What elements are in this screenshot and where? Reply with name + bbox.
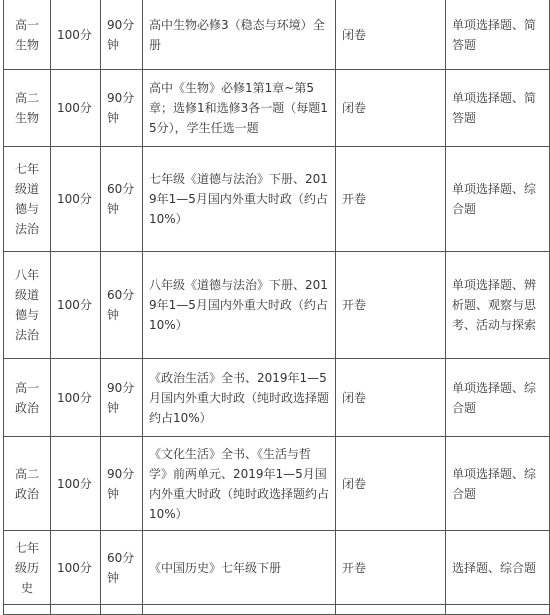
table-row — [4, 70, 550, 147]
exam-mode-cell: 闭卷 — [336, 70, 446, 147]
question-types-cell: 单项选择题、综合题 — [446, 147, 550, 252]
time-cell: 60分钟 — [101, 531, 143, 605]
score-cell: 100分 — [51, 252, 101, 359]
exam-schedule-table — [3, 0, 550, 615]
subject-cell: 七年级历史 — [4, 531, 51, 605]
scope-cell: 《中国历史》七年级下册 — [143, 531, 336, 605]
scope-cell: 《政治生活》全书、2019年1—5月国内外重大时政（纯时政选择题约占10%） — [143, 359, 336, 437]
subject-cell: 高一生物 — [4, 0, 51, 70]
time-cell: 90分钟 — [101, 437, 143, 531]
scope-cell: 高中《生物》必修1第1章~第5章；选修1和选修3各一题（每题15分），学生任选一题 — [143, 70, 336, 147]
time-cell: 90分钟 — [101, 70, 143, 147]
exam-mode-cell: 开卷 — [336, 252, 446, 359]
scope-cell: 高中生物必修3（稳态与环境）全册 — [143, 0, 336, 70]
question-types-cell: 选择题、综合题 — [446, 531, 550, 605]
scope-cell: 八年级《道德与法治》下册、2019年1—5月国内外重大时政（约占10%） — [143, 252, 336, 359]
question-types-cell: 单项选择题、简答题 — [446, 0, 550, 70]
score-cell: 100分 — [51, 359, 101, 437]
table-row — [4, 605, 550, 615]
question-types-cell: 单项选择题、辨析题、观察与思考、活动与探索 — [446, 252, 550, 359]
question-types-cell: 单项选择题、综合题 — [446, 359, 550, 437]
exam-mode-cell: 闭卷 — [336, 359, 446, 437]
subject-cell: 八年级道德与法治 — [4, 252, 51, 359]
empty-cell — [446, 605, 550, 615]
score-cell: 100分 — [51, 70, 101, 147]
subject-cell: 高二政治 — [4, 437, 51, 531]
score-cell: 100分 — [51, 0, 101, 70]
table-row — [4, 0, 550, 70]
empty-cell — [4, 605, 51, 615]
scope-cell: 《文化生活》全书、《生活与哲学》前两单元、2019年1—5月国内外重大时政（纯时政选择题约占10%） — [143, 437, 336, 531]
question-types-cell: 单项选择题、简答题 — [446, 70, 550, 147]
table-row — [4, 147, 550, 252]
exam-mode-cell: 闭卷 — [336, 0, 446, 70]
table-body — [4, 0, 550, 615]
exam-mode-cell: 开卷 — [336, 147, 446, 252]
subject-cell: 高二生物 — [4, 70, 51, 147]
subject-cell: 七年级道德与法治 — [4, 147, 51, 252]
time-cell: 90分钟 — [101, 0, 143, 70]
score-cell: 100分 — [51, 531, 101, 605]
empty-cell — [51, 605, 101, 615]
empty-cell — [143, 605, 336, 615]
table-row — [4, 359, 550, 437]
table-row — [4, 531, 550, 605]
time-cell: 60分钟 — [101, 147, 143, 252]
scope-cell: 七年级《道德与法治》下册、2019年1—5月国内外重大时政（约占10%） — [143, 147, 336, 252]
exam-mode-cell: 开卷 — [336, 531, 446, 605]
question-types-cell: 单项选择题、综合题 — [446, 437, 550, 531]
exam-mode-cell: 闭卷 — [336, 437, 446, 531]
score-cell: 100分 — [51, 147, 101, 252]
subject-cell: 高一政治 — [4, 359, 51, 437]
empty-cell — [336, 605, 446, 615]
table-row — [4, 252, 550, 359]
score-cell: 100分 — [51, 437, 101, 531]
time-cell: 90分钟 — [101, 359, 143, 437]
table-row — [4, 437, 550, 531]
empty-cell — [101, 605, 143, 615]
time-cell: 60分钟 — [101, 252, 143, 359]
